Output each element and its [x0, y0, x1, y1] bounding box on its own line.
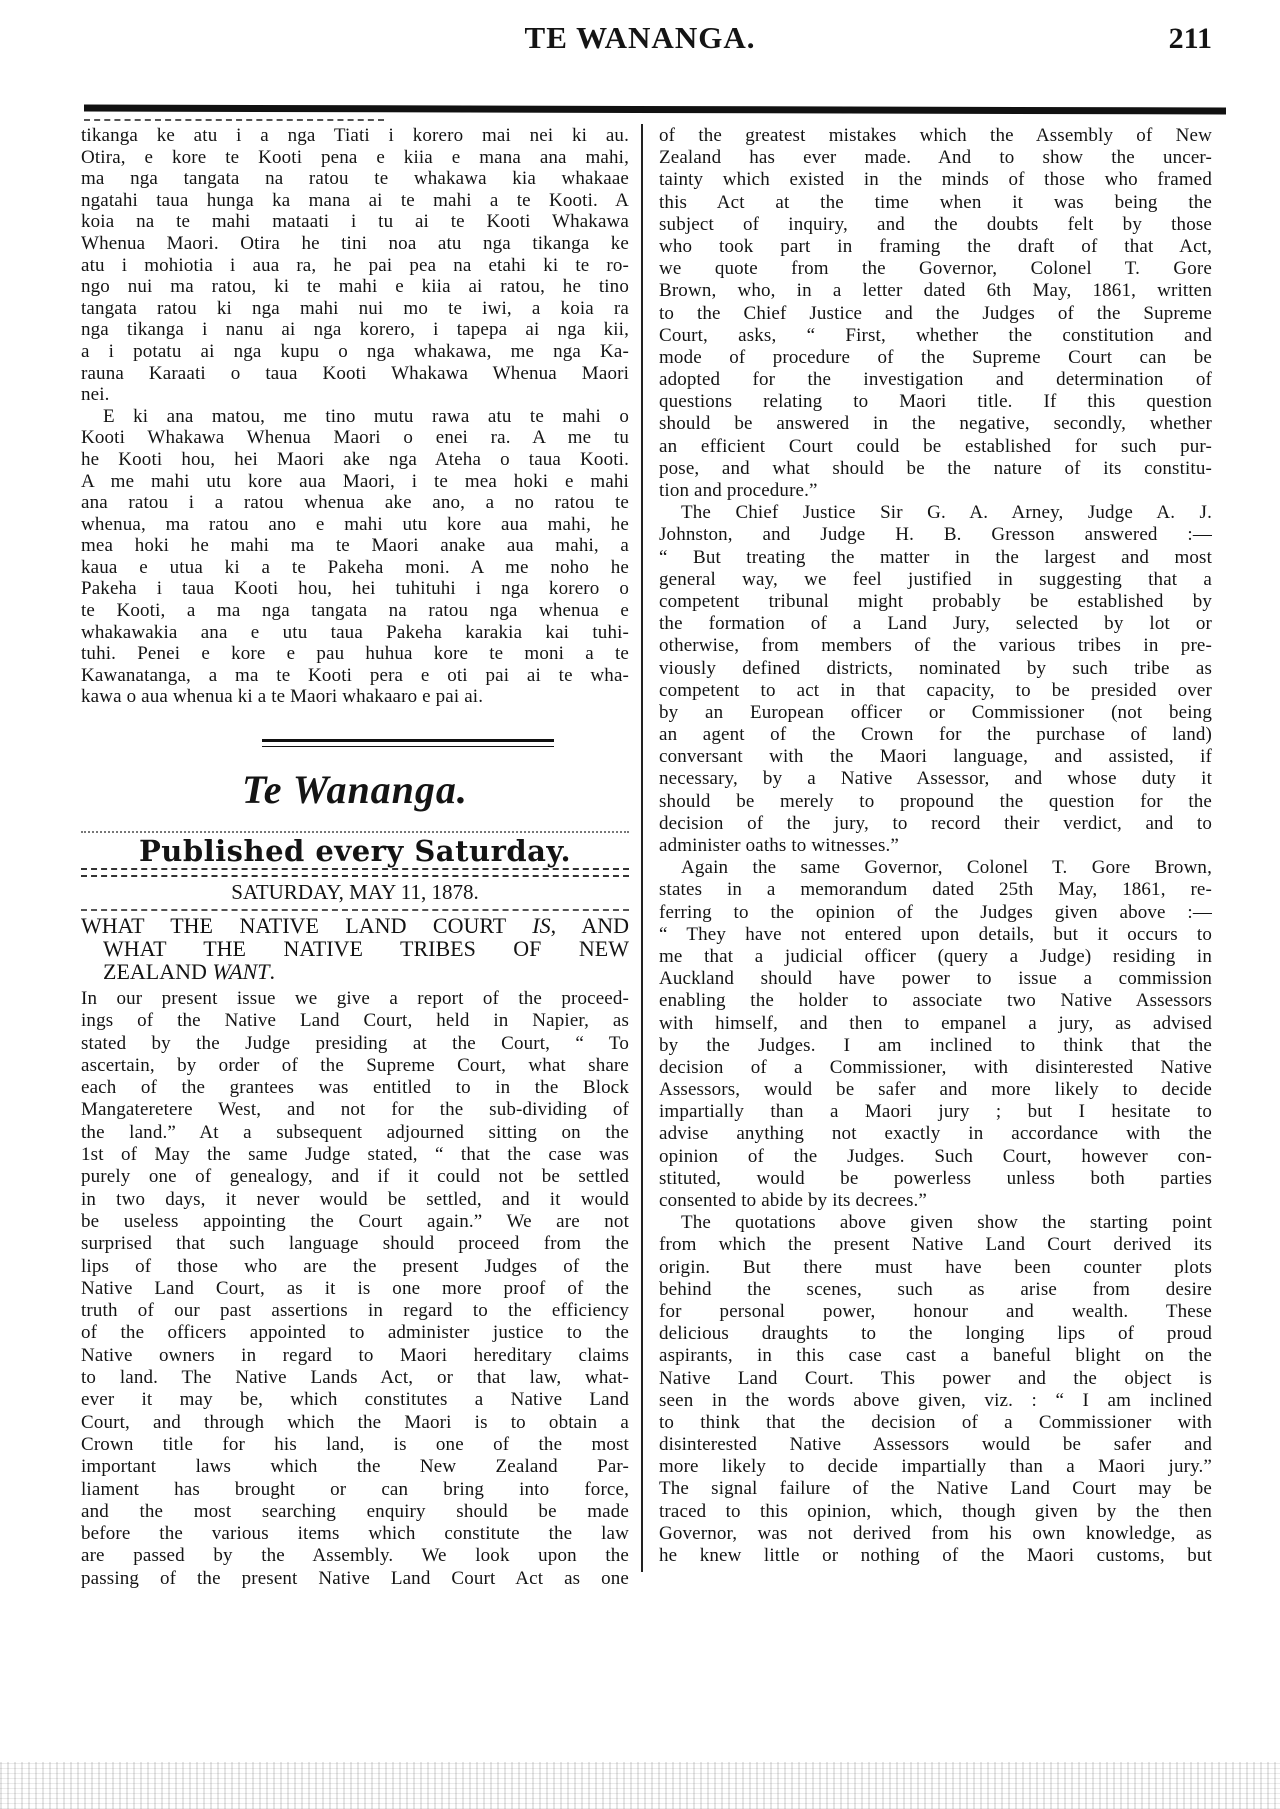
text-line: te Kooti, a ma nga tangata na ratou nga whenua e	[81, 600, 629, 622]
text-line: Whenua Maori. Otira he tini noa atu nga tikanga ke	[81, 232, 629, 254]
text-line: Assessors, would be safer and more likely to decide	[659, 1079, 1212, 1101]
paragraph	[81, 125, 629, 406]
text-line: surprised that such language should proceed from the	[81, 1233, 629, 1255]
text-line: viously defined districts, nominated by such tribe as	[659, 657, 1212, 679]
text-line: Auckland should have power to issue a commission	[659, 968, 1212, 990]
text-line: should be answered in the negative, secondly, whether	[659, 413, 1212, 435]
text-line: aspirants, in this case cast a baneful blight on the	[659, 1345, 1212, 1367]
text-line: Native owners in regard to Maori hereditary claims	[81, 1344, 629, 1366]
text-line: competent to act in that capacity, to be presided over	[659, 679, 1212, 701]
masthead-double-rule	[262, 739, 554, 747]
text-line: tuhi. Penei e kore e pau huhua kore te moni a te	[81, 643, 629, 665]
masthead-subtitle: Published every Saturday.	[138, 834, 572, 868]
text-line: adopted for the investigation and determination of	[659, 369, 1212, 391]
text-line: he knew little or nothing of the Maori customs, but	[659, 1545, 1212, 1566]
headline-text: WHAT THE NATIVE LAND COURT	[81, 913, 533, 938]
text-line: Native Land Court, as it is one more proof of the	[81, 1277, 629, 1299]
column-divider	[641, 124, 643, 1572]
text-line: In our present issue we give a report of the proceed-	[81, 988, 629, 1009]
text-line: tainty which existed in the minds of those who framed	[659, 169, 1212, 191]
text-line: Pakeha i taua Kooti hou, hei tuhituhi i nga korero o	[81, 578, 629, 600]
text-line: whakawakia ana e utu taua Pakeha karakia kai tuhi-	[81, 621, 629, 643]
issue-date: SATURDAY, MAY 11, 1878.	[231, 880, 479, 904]
text-line: Brown, who, in a letter dated 6th May, 1861, written	[659, 280, 1212, 302]
text-line: pose, and what should be the nature of its constitu-	[659, 457, 1212, 479]
text-line: in two days, it never would be settled, and it would	[81, 1188, 629, 1210]
headline-line	[81, 937, 629, 960]
text-line: advise anything not exactly in accordance with the	[659, 1123, 1212, 1145]
text-line: each of the grantees was entitled to in the Block	[81, 1077, 629, 1099]
text-line: who took part in framing the draft of that Act,	[659, 235, 1212, 257]
text-line: “ But treating the matter in the largest and most	[659, 546, 1212, 568]
text-line: Crown title for his land, is one of the most	[81, 1433, 629, 1455]
article-body-left	[81, 988, 629, 1590]
paragraph	[659, 857, 1212, 1212]
text-line: the formation of a Land Jury, selected by lot or	[659, 613, 1212, 635]
running-head-title: TE WANANGA.	[524, 20, 756, 55]
text-line: from which the present Native Land Court derived its	[659, 1234, 1212, 1256]
header-dashed-rule	[84, 119, 384, 121]
text-line: to the Chief Justice and the Judges of the Supreme	[659, 302, 1212, 324]
text-line: A me mahi utu kore aua Maori, i te mea hoki e mahi	[81, 470, 629, 492]
paragraph	[659, 502, 1212, 857]
text-line: “ They have not entered upon details, but it occurs to	[659, 923, 1212, 945]
text-line: The signal failure of the Native Land Court may be	[659, 1478, 1212, 1500]
text-line: behind the scenes, such as arise from desire	[659, 1278, 1212, 1300]
text-line: be useless appointing the Court again.” We are not	[81, 1210, 629, 1232]
header-rule	[84, 105, 1226, 115]
text-line: delicious draughts to the longing lips of proud	[659, 1323, 1212, 1345]
text-line: enabling the holder to associate two Native Assessors	[659, 990, 1212, 1012]
text-line: to think that the decision of a Commissioner with	[659, 1411, 1212, 1433]
text-line: ascertain, by order of the Supreme Court, what share	[81, 1054, 629, 1076]
text-line: kaua e utua ki a te Pakeha moni. A me noho he	[81, 556, 629, 578]
text-line: ever it may be, which constitutes a Native Land	[81, 1389, 629, 1411]
text-line: a i potatu ai nga kupu o nga whakawa, me nga Ka-	[81, 340, 629, 362]
text-line: purely one of genealogy, and if it could not be settled	[81, 1166, 629, 1188]
text-line: Court, asks, “ First, whether the constitution and	[659, 324, 1212, 346]
text-line: questions relating to Maori title. If this question	[659, 391, 1212, 413]
date-rule	[81, 909, 629, 911]
headline-text: , AND	[550, 913, 629, 938]
text-line: by an European officer or Commissioner (not being	[659, 701, 1212, 723]
text-line: to land. The Native Lands Act, or that law, what-	[81, 1367, 629, 1389]
text-line: passing of the present Native Land Court Act as one	[81, 1567, 629, 1589]
text-line: he Kooti hou, hei Maori ake nga Ateha o taua Kooti.	[81, 448, 629, 470]
text-line: of the greatest mistakes which the Assembly of New	[659, 125, 1212, 146]
text-line: competent tribunal might probably be established by	[659, 590, 1212, 612]
text-line: with himself, and then to empanel a jury, as advised	[659, 1012, 1212, 1034]
text-line: should be merely to propound the question for the	[659, 790, 1212, 812]
paragraph	[81, 406, 629, 708]
text-line: tikanga ke atu i a nga Tiati i korero mai nei ki au.	[81, 125, 629, 146]
masthead-dotted-rule	[81, 831, 629, 833]
text-line: ngo nui ma ratou, ki te mahi e kiia ai ratou, he tino	[81, 276, 629, 298]
text-line: administer oaths to witnesses.”	[659, 835, 899, 856]
text-line: stituted, would be powerless unless both parties	[659, 1167, 1212, 1189]
text-line: subject of inquiry, and the doubts felt by those	[659, 213, 1212, 235]
text-line: Again the same Governor, Colonel T. Gore Brown,	[681, 857, 1212, 879]
text-line: ana ratou i a ratou whenua ake ano, a no ratou te	[81, 492, 629, 514]
text-line: opinion of the Judges. Such Court, however con-	[659, 1145, 1212, 1167]
article-headline	[81, 914, 629, 983]
masthead-title: Te Wananga.	[242, 767, 468, 812]
masthead-rule	[81, 868, 629, 877]
text-line: are passed by the Assembly. We look upon the	[81, 1545, 629, 1567]
text-line: Otira, e kore te Kooti pena e kiia e mana ana mahi,	[81, 146, 629, 168]
text-line: impartially than a Maori jury ; but I hesitate to	[659, 1101, 1212, 1123]
text-line: we quote from the Governor, Colonel T. Gore	[659, 258, 1212, 280]
text-line: mode of procedure of the Supreme Court can be	[659, 346, 1212, 368]
text-line: the land.” At a subsequent adjourned sitting on the	[81, 1121, 629, 1143]
text-line: truth of our past assertions in regard to the efficiency	[81, 1300, 629, 1322]
article-body-right	[659, 125, 1212, 1567]
text-line: atu i mohiotia i aua ra, he pai pea na etahi ki te ro-	[81, 254, 629, 276]
text-line: whenua, ma ratou ano e mahi utu kore aua mahi, he	[81, 513, 629, 535]
text-line: Court, and through which the Maori is to obtain a	[81, 1411, 629, 1433]
page-number: 211	[1168, 22, 1212, 55]
text-line: koia na te mahi mataati i tu ai te Kooti Whakawa	[81, 211, 629, 233]
text-line: lips of those who are the present Judges of the	[81, 1255, 629, 1277]
text-line: general way, we feel justified in suggesting that a	[659, 568, 1212, 590]
text-line: Native Land Court. This power and the object is	[659, 1367, 1212, 1389]
headline-text: WHAT THE NATIVE TRIBES OF NEW	[103, 936, 629, 961]
text-line: decision of a Commissioner, with disinterested Native	[659, 1056, 1212, 1078]
text-line: ferring to the opinion of the Judges given above :—	[659, 901, 1212, 923]
text-line: 1st of May the same Judge stated, “ that the case was	[81, 1144, 629, 1166]
text-line: liament has brought or can bring into force,	[81, 1478, 629, 1500]
text-line: Johnston, and Judge H. B. Gresson answered :—	[659, 524, 1212, 546]
maori-text-section	[81, 125, 629, 708]
text-line: this Act at the time when it was being the	[659, 191, 1212, 213]
paragraph	[81, 988, 629, 1590]
text-line: The quotations above given show the starting point	[681, 1212, 1212, 1234]
text-line: decision of the jury, to record their verdict, and to	[659, 812, 1212, 834]
text-line: seen in the words above given, viz. : “ I am inclined	[659, 1389, 1212, 1411]
text-line: ma nga tangata na ratou te whakawa kia whakaae	[81, 168, 629, 190]
text-line: nei.	[81, 384, 110, 406]
text-line: an efficient Court could be established for such pur-	[659, 435, 1212, 457]
text-line: origin. But there must have been counter plots	[659, 1256, 1212, 1278]
text-line: me that a judicial officer (query a Judge) residing in	[659, 945, 1212, 967]
text-line: tion and procedure.”	[659, 480, 818, 501]
text-line: ngatahi taua hunga ka mana ai te mahi a te Kooti. A	[81, 189, 629, 211]
text-line: and the most searching enquiry should be made	[81, 1500, 629, 1522]
text-line: rauna Karaati o taua Kooti Whakawa Whenua Maori	[81, 362, 629, 384]
text-line: traced to this opinion, which, though given by the then	[659, 1500, 1212, 1522]
text-line: E ki ana matou, me tino mutu rawa atu te mahi o	[103, 405, 629, 427]
headline-line	[81, 914, 629, 937]
text-line: mea hoki he mahi ma te Maori anake aua mahi, a	[81, 535, 629, 557]
text-line: by the Judges. I am inclined to think that the	[659, 1034, 1212, 1056]
headline-text: ZEALAND	[103, 959, 213, 984]
headline-emphasis: IS	[532, 913, 551, 938]
headline-emphasis: WANT	[212, 959, 270, 984]
paragraph	[659, 1212, 1212, 1567]
text-line: more likely to decide impartially than a Maori jury.”	[659, 1456, 1212, 1478]
text-line: Kooti Whakawa Whenua Maori o enei ra. A me tu	[81, 427, 629, 449]
text-line: of the officers appointed to administer justice to the	[81, 1322, 629, 1344]
text-line: an agent of the Crown for the purchase of land)	[659, 724, 1212, 746]
text-line: ings of the Native Land Court, held in Napier, as	[81, 1010, 629, 1032]
text-line: Governor, was not derived from his own knowledge, as	[659, 1522, 1212, 1544]
scan-noise-strip	[0, 1762, 1280, 1809]
text-line: nga tikanga i nanu ai nga korero, i tapepa ai nga kii,	[81, 319, 629, 341]
text-line: for personal power, honour and wealth. These	[659, 1300, 1212, 1322]
text-line: before the various items which constitute the law	[81, 1523, 629, 1545]
text-line: important laws which the New Zealand Par-	[81, 1456, 629, 1478]
text-line: tangata ratou ki nga mahi nui mo te iwi, a koia ra	[81, 297, 629, 319]
text-line: states in a memorandum dated 25th May, 1861, re-	[659, 879, 1212, 901]
text-line: disinterested Native Assessors would be safer and	[659, 1434, 1212, 1456]
text-line: stated by the Judge presiding at the Court, “ To	[81, 1032, 629, 1054]
headline-line	[81, 960, 629, 983]
text-line: The Chief Justice Sir G. A. Arney, Judge A. J.	[681, 502, 1212, 524]
text-line: necessary, by a Native Assessor, and whose duty it	[659, 768, 1212, 790]
text-line: Mangateretere West, and not for the sub-dividing of	[81, 1099, 629, 1121]
headline-text: .	[269, 959, 276, 984]
text-line: consented to abide by its decrees.”	[659, 1190, 927, 1211]
paragraph	[659, 125, 1212, 502]
text-line: Kawanatanga, a ma te Kooti pera e oti pai ai te wha-	[81, 664, 629, 686]
text-line: conversant with the Maori language, and assisted, if	[659, 746, 1212, 768]
text-line: otherwise, from members of the various tribes in pre-	[659, 635, 1212, 657]
text-line: kawa o aua whenua ki a te Maori whakaaro e pai ai.	[81, 686, 484, 708]
text-line: Zealand has ever made. And to show the uncer-	[659, 147, 1212, 169]
